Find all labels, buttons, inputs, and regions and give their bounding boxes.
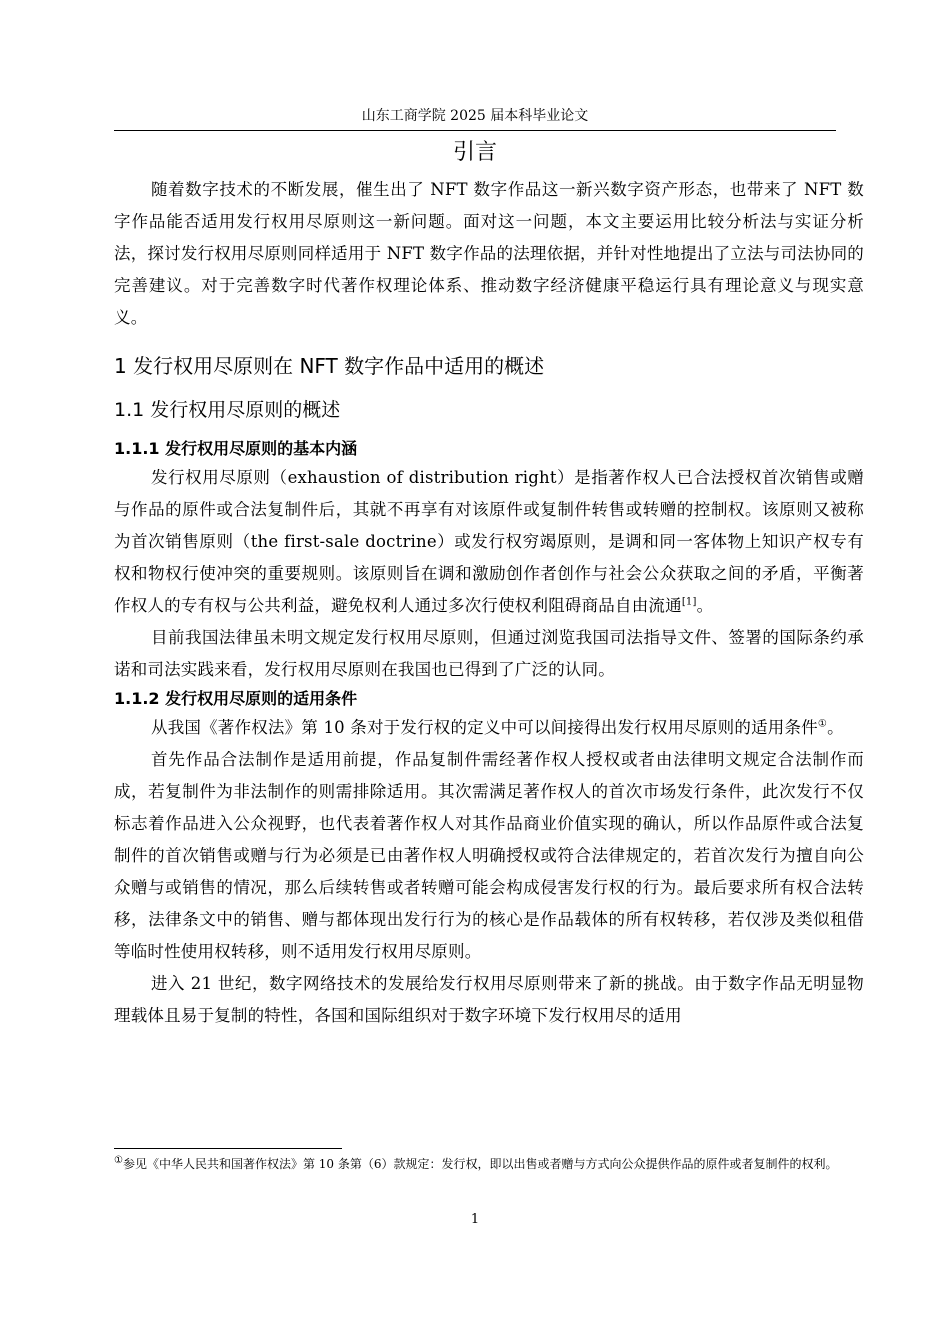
footnote-rule [114,1148,342,1149]
intro-paragraph: 随着数字技术的不断发展，催生出了 NFT 数字作品这一新兴数字资产形态，也带来了 NFT 数字作品能否适用发行权用尽原则这一新问题。面对这一问题，本文主要运用比较分析法与实证分析法，探讨发行权用尽原则同样适用于 NFT 数字作品的法理依据，并针对性地提出了立法与司法协同的完善建议。对于完善数字时代著作权理论体系、推动数字经济健康平稳运行具有理论意义与现实意义。 [114,180,864,327]
citation-ref: [1] [681,596,697,608]
paragraph-china-recognition: 目前我国法律虽未明文规定发行权用尽原则，但通过浏览我国司法指导文件、签署的国际条约承诺和司法实践来看，发行权用尽原则在我国也已得到了广泛的认同。 [114,628,864,679]
paragraph-conditions-detail: 首先作品合法制作是适用前提，作品复制件需经著作权人授权或者由法律明文规定合法制作而成，若复制件为非法制作的则需排除适用。其次需满足著作权人的首次市场发行条件，此次发行不仅标志着作品进入公众视野，也代表着著作权人对其作品商业价值实现的确认，所以作品原件或合法复制件的首次销售或赠与行为必须是已由著作权人明确授权或符合法律规定的，若首次发行为擅自向公众赠与或销售的情况，那么后续转售或者转赠可能会构成侵害发行权的行为。最后要求所有权合法转移，法律条文中的销售、赠与都体现出发行行为的核心是作品载体的所有权转移，若仅涉及类似租借等临时性使用权转移，则不适用发行权用尽原则。 [114,750,864,961]
footnote-text: 参见《中华人民共和国著作权法》第 10 条第（6）款规定：发行权，即以出售或者赠与方式向公众提供作品的原件或者复制件的权利。 [122,1157,838,1171]
page-number: 1 [470,1212,480,1227]
section-heading-1-1: 1.1 发行权用尽原则的概述 [114,399,341,421]
paragraph-text: 从我国《著作权法》第 10 条对于发行权的定义中可以间接得出发行权用尽原则的适用条件 [151,718,818,737]
paragraph-conditions-intro [114,712,864,744]
header-rule [114,130,836,131]
footnote-ref: ① [817,718,828,730]
paragraph-basic-meaning [114,462,864,622]
paragraph-end: 。 [827,718,844,737]
section-title-introduction: 引言 [452,140,497,165]
main-content [114,136,864,1032]
chapter-heading-1: 1 发行权用尽原则在 NFT 数字作品中适用的概述 [114,354,545,378]
paragraph-end: 。 [696,596,714,615]
paragraph-text: 发行权用尽原则（exhaustion of distribution right）是指著作权人已合法授权首次销售或赠与作品的原件或合法复制件后，其就不再享有对该原件或复制件转售或转赠的控制权。该原则又被称为首次销售原则（the first-sale doctrine）或发行权穷竭原则，是调和同一客体物上知识产权专有权和物权行使冲突的重要规则。该原则旨在调和激励创作者创作与社会公众获取之间的矛盾，平衡著作权人的专有权与公共利益，避免权利人通过多次行使权利阻碍商品自由流通 [114,468,864,615]
footnote [114,1156,854,1173]
subsection-heading-1-1-1: 1.1.1 发行权用尽原则的基本内涵 [114,439,358,458]
subsection-heading-1-1-2: 1.1.2 发行权用尽原则的适用条件 [114,689,358,708]
running-header: 山东工商学院 2025 届本科毕业论文 [361,108,589,124]
paragraph-digital-challenge: 进入 21 世纪，数字网络技术的发展给发行权用尽原则带来了新的挑战。由于数字作品无明显物理载体且易于复制的特性，各国和国际组织对于数字环境下发行权用尽的适用 [114,974,864,1025]
footnote-marker: ① [114,1155,123,1166]
